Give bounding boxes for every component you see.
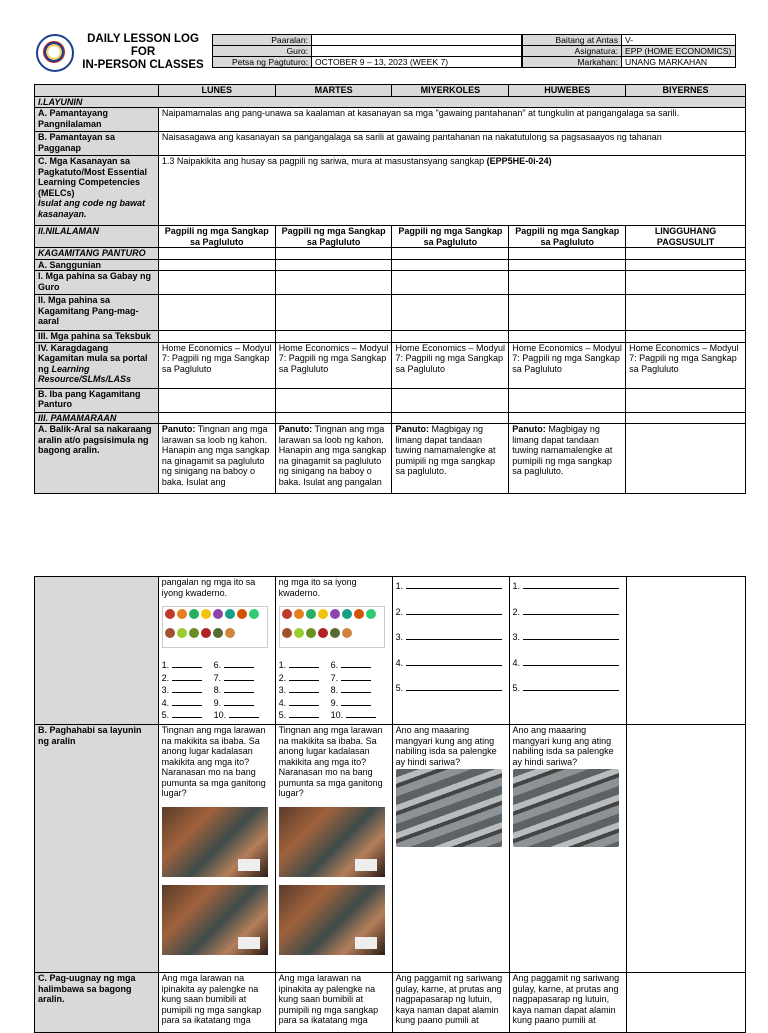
balik-lunes bbox=[158, 424, 275, 494]
panuto-martes: Panuto: bbox=[278, 424, 313, 434]
title-line-1: DAILY LESSON LOG FOR bbox=[87, 33, 199, 58]
panuto-lunes: Panuto: bbox=[161, 424, 196, 434]
markahan-value: UNANG MARKAHAN bbox=[622, 57, 736, 68]
paaralan-label: Paaralan: bbox=[213, 35, 312, 46]
answer-line-4: 4. bbox=[162, 696, 202, 709]
pagganap-value: Naisasagawa ang kasanayan sa pangangalaga sa sarili at gawaing pantahanan na nakatutulong sa pagsasaayos ng tahanan bbox=[158, 132, 745, 156]
nilalaman-martes: Pagpili ng mga Sangkap sa Pagluluto bbox=[275, 226, 392, 248]
ingredients-picture-2 bbox=[279, 606, 385, 648]
market-photo-4 bbox=[279, 885, 385, 955]
paaralan-value bbox=[312, 35, 522, 46]
document-title bbox=[74, 33, 212, 72]
cont-lunes-text: pangalan ng mga ito sa iyong kwaderno. bbox=[161, 577, 256, 598]
pamamaraan-label: III. PAMAMARAAN bbox=[35, 412, 159, 424]
paghahabi-huwebes-text: Ano ang maaaring mangyari kung ang ating nabiling isda sa palengke ay hindi sariwa? bbox=[512, 725, 614, 767]
deped-seal-icon bbox=[36, 34, 74, 72]
balik-martes bbox=[275, 424, 392, 494]
melc-label: C. Mga Kasanayan sa Pagkatuto/Most Essential Learning Competencies (MELCs) bbox=[38, 156, 148, 198]
iba-label: B. Iba pang Kagamitang Panturo bbox=[35, 388, 159, 412]
baitang-value: V- bbox=[622, 35, 736, 46]
pag-uugnay-huwebes: Ang paggamit ng sariwang gulay, karne, at prutas ang nagpapasarap ng lutuin, kaya naman dapat alamin kung paano pumili at bbox=[509, 973, 626, 1033]
cont-martes-text: ng mga ito sa iyong kwaderno. bbox=[278, 577, 357, 598]
section-layunin: I.LAYUNIN bbox=[35, 96, 746, 108]
market-photo-2 bbox=[162, 885, 268, 955]
pag-uugnay-label: C. Pag-uugnay ng mga halimbawa sa bagong aralin. bbox=[35, 973, 159, 1033]
karagdagang-lunes: Home Economics – Modyul 7: Pagpili ng mga Sangkap sa Pagluluto bbox=[158, 342, 275, 388]
karagdagang-ital: Learning Resource/SLMs/LASs bbox=[38, 363, 132, 384]
answer-line-1: 1. bbox=[162, 658, 202, 671]
balik-aral-label: A. Balik-Aral sa nakaraang aralin at/o pagsisimula ng bagong aralin. bbox=[35, 424, 159, 494]
paghahabi-label: B. Paghahabi sa layunin ng aralin bbox=[35, 725, 159, 973]
nilalaman-biyernes: LINGGUHANG PAGSUSULIT bbox=[626, 226, 746, 248]
answer-line-8: 8. bbox=[214, 683, 259, 696]
ingredients-picture bbox=[162, 606, 268, 648]
pag-uugnay-miyerkoles: Ang paggamit ng sariwang gulay, karne, at prutas ang nagpapasarap ng lutuin, kaya naman dapat alamin kung paano pumili at bbox=[392, 973, 509, 1033]
pag-uugnay-martes: Ang mga larawan na ipinakita ay palengke na kung saan bumibili at pumipili ng mga sangkap para sa ikatatang mga bbox=[275, 973, 392, 1033]
guro-value bbox=[312, 46, 522, 57]
lesson-table-page2 bbox=[34, 576, 746, 1033]
nilalaman-huwebes: Pagpili ng mga Sangkap sa Pagluluto bbox=[509, 226, 626, 248]
nilalaman-miyerkoles: Pagpili ng mga Sangkap sa Pagluluto bbox=[392, 226, 509, 248]
guro-label: Guro: bbox=[213, 46, 312, 57]
info-table-left bbox=[212, 34, 522, 68]
day-header-huwebes: HUWEBES bbox=[509, 85, 626, 97]
paghahabi-huwebes bbox=[509, 725, 626, 973]
markahan-label: Markahan: bbox=[523, 57, 622, 68]
pagganap-label: B. Pamantayan sa Pagganap bbox=[35, 132, 159, 156]
melc-code: (EPP5HE-0i-24) bbox=[486, 156, 552, 166]
cont-martes: ng mga ito sa iyong kwaderno. 1. 2. 3. 4. 5. 6. 7. 8. 9. 10. bbox=[275, 577, 392, 725]
fish-photo-1 bbox=[396, 769, 502, 847]
petsa-label: Petsa ng Pagtuturo: bbox=[213, 57, 312, 68]
balik-martes-text: Tingnan ang mga larawan sa loob ng kahon. Hanapin ang mga sangkap na ginagamit sa pagluluto ng sinigang na baboy o baka. Isulat ang pangalan bbox=[278, 424, 387, 487]
karagdagang-biyernes: Home Economics – Modyul 7: Pagpili ng mga Sangkap sa Pagluluto bbox=[626, 342, 746, 388]
melc-label-cell bbox=[35, 156, 159, 226]
lesson-table-page1 bbox=[34, 84, 746, 494]
melc-value-cell bbox=[158, 156, 745, 226]
kagamitang-label: II. Mga pahina sa Kagamitang Pang-mag-aaral bbox=[35, 295, 159, 331]
karagdagang-martes: Home Economics – Modyul 7: Pagpili ng mga Sangkap sa Pagluluto bbox=[275, 342, 392, 388]
answer-line-7: 7. bbox=[214, 671, 259, 684]
melc-value: 1.3 Naipakikita ang husay sa pagpili ng sariwa, mura at masustansyang sangkap bbox=[161, 156, 485, 166]
asignatura-label: Asignatura: bbox=[523, 46, 622, 57]
day-header-lunes: LUNES bbox=[158, 85, 275, 97]
market-photo-1 bbox=[162, 807, 268, 877]
pag-uugnay-lunes: Ang mga larawan na ipinakita ay palengke na kung saan bumibili at pumipili ng mga sangkap para sa ikatatang mga bbox=[158, 973, 275, 1033]
kagamitan-label: KAGAMITANG PANTURO bbox=[35, 248, 159, 260]
day-header-martes: MARTES bbox=[275, 85, 392, 97]
karagdagang-label-cell bbox=[35, 342, 159, 388]
panuto-huwebes: Panuto: bbox=[512, 424, 546, 434]
gabay-label: I. Mga pahina sa Gabay ng Guro bbox=[35, 271, 159, 295]
melc-note: Isulat ang code ng bawat kasanayan. bbox=[38, 198, 146, 219]
balik-miyerkoles-text: Magbigay ng limang dapat tandaan tuwing namamalengke at pumipili ng mga sangkap sa pagluluto. bbox=[395, 424, 496, 476]
answer-line-3: 3. bbox=[162, 683, 202, 696]
karagdagang-label: IV. Karagdagang Kagamitan mula sa portal ng bbox=[38, 342, 148, 374]
nilalaman-lunes: Pagpili ng mga Sangkap sa Pagluluto bbox=[158, 226, 275, 248]
info-table-right bbox=[522, 34, 736, 68]
fish-photo-2 bbox=[513, 769, 619, 847]
answer-line-2: 2. bbox=[162, 671, 202, 684]
paghahabi-miyerkoles-text: Ano ang maaaring mangyari kung ang ating nabiling isda sa palengke ay hindi sariwa? bbox=[395, 725, 497, 767]
pamantayang-label: A. Pamantayang Pangnilalaman bbox=[35, 108, 159, 132]
balik-lunes-text: Tingnan ang mga larawan sa loob ng kahon. Hanapin ang mga sangkap na ginagamit sa pagluluto ng sinigang na baboy o baka. Isulat ang bbox=[161, 424, 270, 487]
balik-miyerkoles bbox=[392, 424, 509, 494]
paghahabi-martes-text: Tingnan ang mga larawan na makikita sa ibaba. Sa anong lugar kadalasan makikita ang mga ito? Naranasan mo na bang pumunta sa mga ganitong lugar? bbox=[278, 725, 383, 798]
nilalaman-label: II.NILALAMAN bbox=[35, 226, 159, 248]
answer-line-6: 6. bbox=[214, 658, 259, 671]
pamantayang-value: Naipamamalas ang pang-unawa sa kaalaman at kasanayan sa mga "gawaing pantahanan" at tungkulin at pangangalaga sa sarili. bbox=[158, 108, 745, 132]
list-line-4: 4. bbox=[396, 656, 506, 669]
baitang-label: Baitang at Antas bbox=[523, 35, 622, 46]
sanggunian-label: A. Sanggunian bbox=[35, 259, 159, 271]
answer-line-10: 10. bbox=[214, 708, 259, 721]
paghahabi-lunes-text: Tingnan ang mga larawan na makikita sa ibaba. Sa anong lugar kadalasan makikita ang mga ito? Naranasan mo na bang pumunta sa mga ganitong lugar? bbox=[161, 725, 266, 798]
title-line-2: IN-PERSON CLASSES bbox=[82, 59, 204, 71]
paghahabi-miyerkoles bbox=[392, 725, 509, 973]
paghahabi-lunes bbox=[158, 725, 275, 973]
list-huwebes: 1. 2. 3. 4. 5. bbox=[509, 577, 626, 725]
list-line-3: 3. bbox=[396, 630, 506, 643]
answer-line-5: 5. bbox=[162, 708, 202, 721]
paghahabi-martes bbox=[275, 725, 392, 973]
petsa-value: OCTOBER 9 – 13, 2023 (WEEK 7) bbox=[312, 57, 522, 68]
list-miyerkoles bbox=[392, 577, 509, 725]
asignatura-value: EPP (HOME ECONOMICS) bbox=[622, 46, 736, 57]
balik-huwebes bbox=[509, 424, 626, 494]
day-header-miyerkoles: MIYERKOLES bbox=[392, 85, 509, 97]
market-photo-3 bbox=[279, 807, 385, 877]
karagdagang-huwebes: Home Economics – Modyul 7: Pagpili ng mga Sangkap sa Pagluluto bbox=[509, 342, 626, 388]
karagdagang-miyerkoles: Home Economics – Modyul 7: Pagpili ng mga Sangkap sa Pagluluto bbox=[392, 342, 509, 388]
balik-huwebes-text: Magbigay ng limang dapat tandaan tuwing namamalengke at pumipili ng mga sangkap sa pagluluto. bbox=[512, 424, 613, 476]
day-header-biyernes: BIYERNES bbox=[626, 85, 746, 97]
teksbuk-label: III. Mga pahina sa Teksbuk bbox=[35, 331, 159, 343]
answer-line-9: 9. bbox=[214, 696, 259, 709]
list-line-5: 5. bbox=[396, 681, 506, 694]
cont-lunes bbox=[158, 577, 275, 725]
list-line-2: 2. bbox=[396, 605, 506, 618]
list-line-1: 1. bbox=[396, 579, 506, 592]
panuto-miyerkoles: Panuto: bbox=[395, 424, 429, 434]
